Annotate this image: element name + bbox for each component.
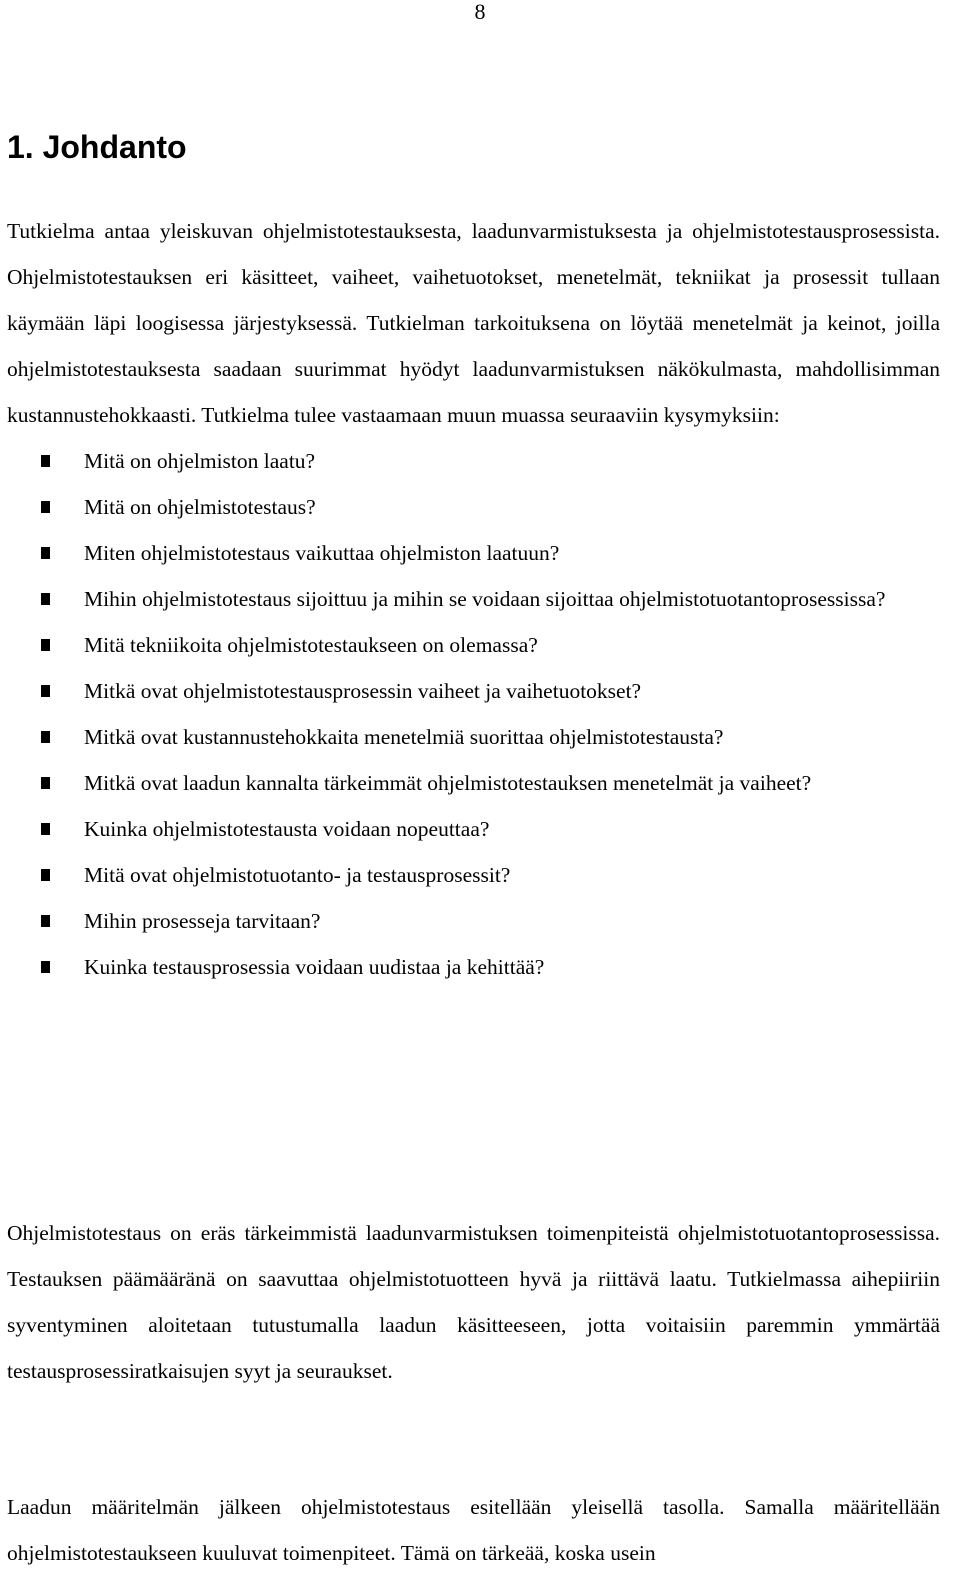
bullet-square-icon [41, 731, 50, 743]
list-item-text: Mitkä ovat kustannustehokkaita menetelmiä suorittaa ohjelmistotestausta? [84, 725, 724, 749]
bullet-square-icon [41, 593, 50, 605]
body-section-2 [7, 1210, 940, 1394]
list-item [7, 714, 940, 760]
body-paragraph: Laadun määritelmän jälkeen ohjelmistotestaus esitellään yleisellä tasolla. Samalla määritellään ohjelmistotestaukseen kuuluvat toimenpiteet. Tämä on tärkeää, koska usein [7, 1495, 940, 1565]
list-item-text: Mihin prosesseja tarvitaan? [84, 909, 321, 933]
body-section-3 [7, 1484, 940, 1576]
list-item [7, 806, 940, 852]
bullet-square-icon [41, 869, 50, 881]
list-item [7, 438, 940, 484]
body-paragraph: Ohjelmistotestaus on eräs tärkeimmistä laadunvarmistuksen toimenpiteistä ohjelmistotuotantoprosessissa. Testauksen päämääränä on saavuttaa ohjelmistotuotteen hyvä ja riittävä laatu. Tutkielmassa aihepiiriin syventyminen aloitetaan tutustumalla laadun käsitteeseen, jotta voitaisiin paremmin ymmärtää testausprosessiratkaisujen syyt ja seuraukset. [7, 1221, 940, 1383]
list-item [7, 622, 940, 668]
bullet-square-icon [41, 777, 50, 789]
list-item [7, 944, 940, 990]
list-item [7, 852, 940, 898]
list-item-text: Mitkä ovat laadun kannalta tärkeimmät ohjelmistotestauksen menetelmät ja vaiheet? [84, 771, 812, 795]
intro-paragraph: Tutkielma antaa yleiskuvan ohjelmistotestauksesta, laadunvarmistuksesta ja ohjelmistotestausprosessista. Ohjelmistotestauksen eri käsitteet, vaiheet, vaihetuotokset, menetelmät, tekniikat ja prosessit tullaan käymään läpi loogisessa järjestyksessä. Tutkielman tarkoituksena on löytää menetelmät ja keinot, joilla ohjelmistotestauksesta saadaan suurimmat hyödyt laadunvarmistuksen näkökulmasta, mahdollisimman kustannustehokkaasti. Tutkielma tulee vastaamaan muun muassa seuraaviin kysymyksiin: [7, 219, 940, 427]
list-item-text: Miten ohjelmistotestaus vaikuttaa ohjelmiston laatuun? [84, 541, 560, 565]
list-item-text: Kuinka ohjelmistotestausta voidaan nopeuttaa? [84, 817, 490, 841]
list-item-text: Mitä on ohjelmiston laatu? [84, 449, 316, 473]
bullet-square-icon [41, 685, 50, 697]
list-item-text: Mitkä ovat ohjelmistotestausprosessin vaiheet ja vaihetuotokset? [84, 679, 642, 703]
list-item-text: Mitä on ohjelmistotestaus? [84, 495, 316, 519]
page-number: 8 [474, 0, 486, 24]
bullet-square-icon [41, 501, 50, 513]
question-list [7, 438, 940, 990]
list-item [7, 668, 940, 714]
list-item-text: Mitä ovat ohjelmistotuotanto- ja testausprosessit? [84, 863, 511, 887]
list-item-text: Mitä tekniikoita ohjelmistotestaukseen on olemassa? [84, 633, 538, 657]
list-item-text: Kuinka testausprosessia voidaan uudistaa ja kehittää? [84, 955, 545, 979]
bullet-square-icon [41, 455, 50, 467]
list-item [7, 530, 940, 576]
list-item [7, 898, 940, 944]
bullet-square-icon [41, 547, 50, 559]
list-item [7, 484, 940, 530]
chapter-heading: 1. Johdanto [7, 129, 187, 165]
list-item-text: Mihin ohjelmistotestaus sijoittuu ja mihin se voidaan sijoittaa ohjelmistotuotantoprosessissa? [84, 587, 886, 611]
intro-section [7, 208, 940, 990]
bullet-square-icon [41, 823, 50, 835]
list-item [7, 760, 940, 806]
bullet-square-icon [41, 639, 50, 651]
bullet-square-icon [41, 915, 50, 927]
list-item [7, 576, 940, 622]
bullet-square-icon [41, 961, 50, 973]
